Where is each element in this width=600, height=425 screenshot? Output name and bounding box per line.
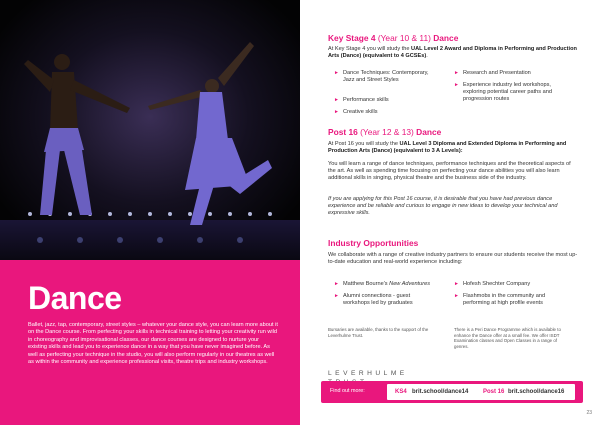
find-out-more-label: Find out more: [330,388,365,394]
find-out-more-bar [321,381,583,403]
post16-link[interactable]: brit.school/dance16 [508,389,565,395]
post16-intro-text: At Post 16 you will study the [328,141,400,147]
post16-heading [328,127,441,137]
post16-intro [328,141,578,155]
leverhulme-logo-line1: LEVERHULME [328,370,408,377]
arrow-icon: ► [334,70,339,76]
arrow-icon: ► [454,281,459,287]
intro-paragraph: Ballet, jazz, tap, contemporary, street styles – whatever your dance style, you can learn more about it on the Dance course. From perfecting your skills in technical training to letting your creativity run wild in choreography and improvisational classes, our dance courses are designed to nurture your existing skills and lead you to experience dance in a way that you have never imagined before. As well as perfecting your technique in the studio, you will also perform regularly in our theatres as well as within the community and experience professional visits, theatre trips and industry workshops. [28,322,278,366]
ks4-label: KS4 [395,389,407,395]
ks4-intro-end: . [426,53,428,60]
post16-heading-years: (Year 12 & 13) [360,127,414,137]
ks4-heading [328,33,458,43]
arrow-icon: ► [334,293,339,299]
new-adventures-text: New Adventures [389,281,430,287]
arrow-icon: ► [454,70,459,76]
dance-photo [0,0,300,260]
post16-heading-subject: Dance [416,127,442,137]
ks4-bullet [454,70,564,77]
industry-bullet [454,281,569,288]
industry-bullet [334,281,449,288]
arrow-icon: ► [334,109,339,115]
links-box [387,384,575,400]
ks4-heading-label: Key Stage 4 [328,33,376,43]
arrow-icon: ► [334,97,339,103]
post16-qualification: UAL Level 3 Diploma and Extended Diploma in Performing and Production Arts (Dance) (equivalent to 3 A Levels): [328,141,567,155]
arrow-icon: ► [454,82,459,88]
ks4-intro-text: At Key Stage 4 you will study the [328,46,412,52]
industry-bullet-text: Flashmobs in the community and performing at high profile events [463,293,546,307]
ks4-bullet [334,109,434,116]
page-number: 23 [586,410,592,416]
ks4-bullet-text: Experience industry led workshops, exploring potential career paths and progression routes [463,82,552,103]
post16-label: Post 16 [483,389,505,395]
page-title: Dance [28,280,122,316]
arrow-icon: ► [454,293,459,299]
post16-paragraph: You will learn a range of dance techniques, performance techniques and the theoretical aspects of the art. As well as spending time focusing on perfecting your dance abilities you will also learn additional skills in singing, physical theatre and the business side of the industry. [328,161,571,182]
industry-bullet-text: Hofesh Shechter Company [463,281,531,287]
industry-bullet [334,293,434,307]
industry-bullet-text: Matthew Bourne's [343,281,390,287]
bursary-note: Bursaries are available, thanks to the support of the Leverhulme Trust. [328,327,429,338]
ks4-bullet-text: Dance Techniques: Contemporary, Jazz and Street Styles [343,70,429,84]
ks4-bullet [334,70,434,84]
ks4-link[interactable]: brit.school/dance14 [412,389,469,395]
industry-intro: We collaborate with a range of creative industry partners to ensure our students receive the most up-to-date education and real-world experience including: [328,252,578,266]
programme-note: There is a Peri Dance Programme which is available to enhance the Dance offer at a small fee. We offer ISDT Examination classes and Open Classes in a range of genres. [454,327,561,349]
industry-heading: Industry Opportunities [328,238,419,248]
ks4-qualification: UAL Level 2 Award and Diploma in Performing and Production Arts (Dance) (equivalent to 4 GCSEs) [328,46,577,60]
post16-requirement: If you are applying for this Post 16 course, it is desirable that you have had previous dance experience and be reliable and curious to engage in new ideas to develop your technical and expressive skills. [328,196,558,217]
post16-heading-label: Post 16 [328,127,358,137]
industry-bullet-text: Alumni connections - guest workshops led by graduates [343,293,413,307]
ks4-intro [328,46,578,60]
ks4-bullet-text: Performance skills [343,97,389,103]
arrow-icon: ► [334,281,339,287]
ks4-heading-years: (Year 10 & 11) [377,33,431,43]
ks4-heading-subject: Dance [433,33,459,43]
ks4-bullet [334,97,434,104]
right-page [300,0,600,425]
ks4-bullet-text: Creative skills [343,109,378,115]
industry-bullet [454,293,569,307]
ks4-bullet-text: Research and Presentation [463,70,531,76]
ks4-bullet [454,82,554,104]
